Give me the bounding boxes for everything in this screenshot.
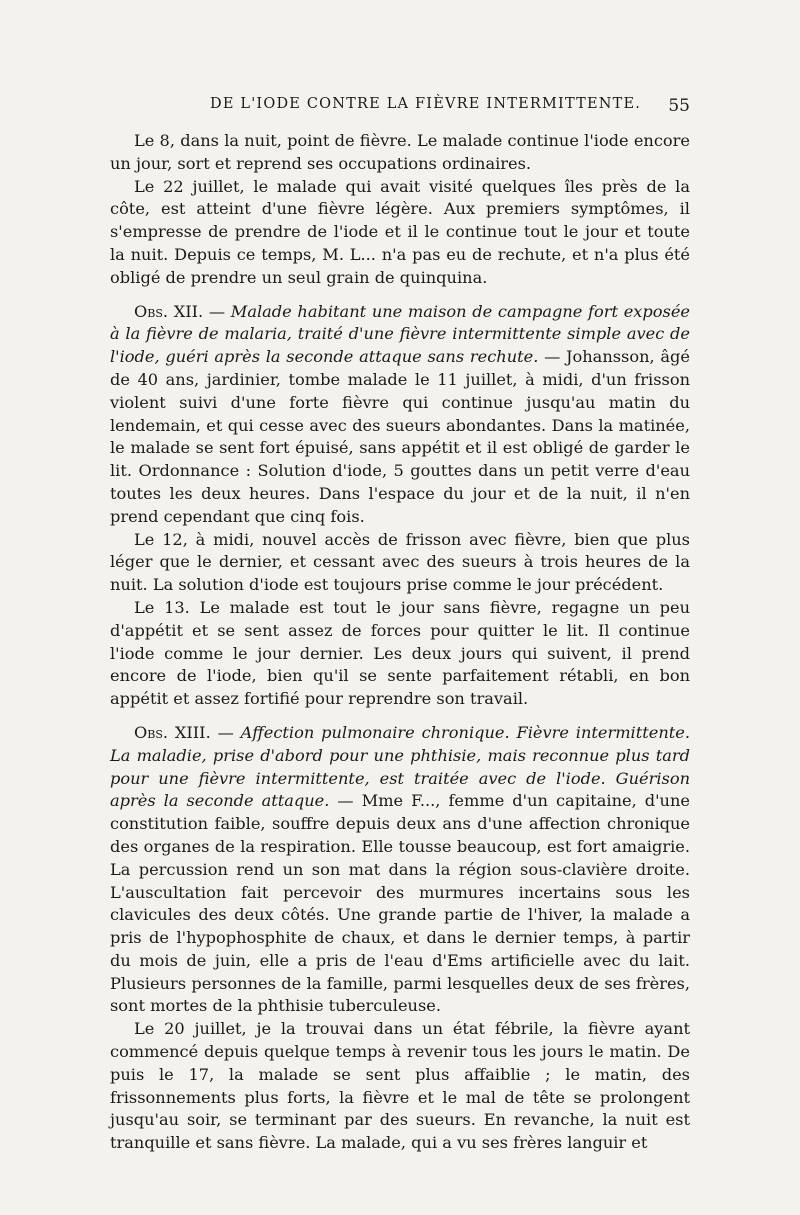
paragraph-2-text: Le 22 juillet, le malade qui avait visité quelques îles près de la côte, est atteint d'une fièvre légère. Aux premiers symptômes, il s'empresse de prendre de l'iode et il le continue tout le jour et toute la nuit. Depuis ce temps, M. L... n'a pas eu de rechute, et n'a plus été obligé de prendre un seul grain de quinquina. [110, 176, 690, 287]
text-body [110, 130, 690, 1155]
observation-12-text: Johansson, âgé de 40 ans, jardinier, tombe malade le 11 juillet, à midi, d'un frisson violent suivi d'une forte fièvre qui continue jusqu'au matin du lendemain, et qui cesse avec des sueurs abondantes. Dans la matinée, le malade se sent fort épuisé, sans appétit et il est obligé de garder le lit. Ordonnance : Solution d'iode, 5 gouttes dans un petit verre d'eau toutes les deux heures. Dans l'espace du jour et de la nuit, il n'en prend cependant que cinq fois. [110, 347, 690, 526]
paragraph-1-text: Le 8, dans la nuit, point de fièvre. Le malade continue l'iode encore un jour, sort et reprend ses occupations ordinaires. [110, 131, 690, 173]
running-head [110, 96, 690, 120]
paragraph-7 [110, 1018, 690, 1155]
paragraph-5 [110, 597, 690, 711]
paragraph-5-text: Le 13. Le malade est tout le jour sans fièvre, regagne un peu d'appétit et se sent assez de forces pour quitter le lit. Il continue l'iode comme le jour dernier. Les deux jours qui suivent, il prend encore de l'iode, bien qu'il se sente parfaitement rétabli, en bon appétit et assez fortifié pour reprendre son travail. [110, 597, 690, 709]
paragraph-4 [110, 529, 690, 597]
observation-12-title: Malade habitant une maison de campagne fort exposée à la fièvre de malaria, traité d'une fièvre intermittente simple avec de l'iode, guéri après la seconde attaque sans rechute. [110, 301, 690, 367]
page-number: 55 [668, 96, 690, 116]
observation-13-text: Mme F..., femme d'un capitaine, d'une constitution faible, souffre depuis deux ans d'une affection chronique des organes de la respiration. Elle tousse beaucoup, est fort amaigrie. La percussion rend un son mat dans la région sous-clavière droite. L'auscultation fait percevoir des murmures incertains sous les clavicules des deux côtés. Une grande partie de l'hiver, la malade a pris de l'hypophosphite de chaux, et dans le dernier temps, à partir du mois de juin, elle a pris de l'eau d'Ems artificielle avec du lait. Plusieurs personnes de la famille, parmi lesquelles deux de ses frères, sont mortes de la phthisie tuberculeuse. [110, 791, 690, 1016]
running-title: DE L'IODE CONTRE LA FIÈVRE INTERMITTENTE. [210, 96, 642, 112]
observation-12-label: Obs. XII. [134, 301, 204, 321]
observation-12-dash-2: — [544, 347, 561, 367]
observation-13-title: Affection pulmonaire chronique. Fièvre intermittente. La maladie, prise d'abord pour une phthisie, mais reconnue plus tard pour une fièvre intermittente, est traitée avec de l'iode. Guérison après la seconde attaque. [110, 722, 690, 811]
observation-12-dash: — [208, 301, 226, 321]
paragraph-7-text: Le 20 juillet, je la trouvai dans un état fébrile, la fièvre ayant commencé depuis quelque temps à revenir tous les jours le matin. De puis le 17, la malade se sent plus affaiblie ; le matin, des frissonnements plus forts, la fièvre et le mal de tête se prolongent jusqu'au soir, se terminant par des sueurs. En revanche, la nuit est tranquille et sans fièvre. La malade, qui a vu ses frères languir et [110, 1019, 690, 1153]
paragraph-4-text: Le 12, à midi, nouvel accès de frisson avec fièvre, bien que plus léger que le dernier, et cessant avec des sueurs à trois heures de la nuit. La solution d'iode est toujours prise comme le jour précédent. [110, 529, 690, 595]
observation-13-dash: — [217, 722, 234, 742]
observation-13-dash-2: — [337, 791, 354, 811]
observation-13 [110, 722, 690, 1018]
paragraph-2 [110, 176, 690, 290]
observation-12 [110, 301, 690, 529]
observation-13-label: Obs. XIII. [134, 722, 211, 742]
paragraph-1 [110, 130, 690, 176]
